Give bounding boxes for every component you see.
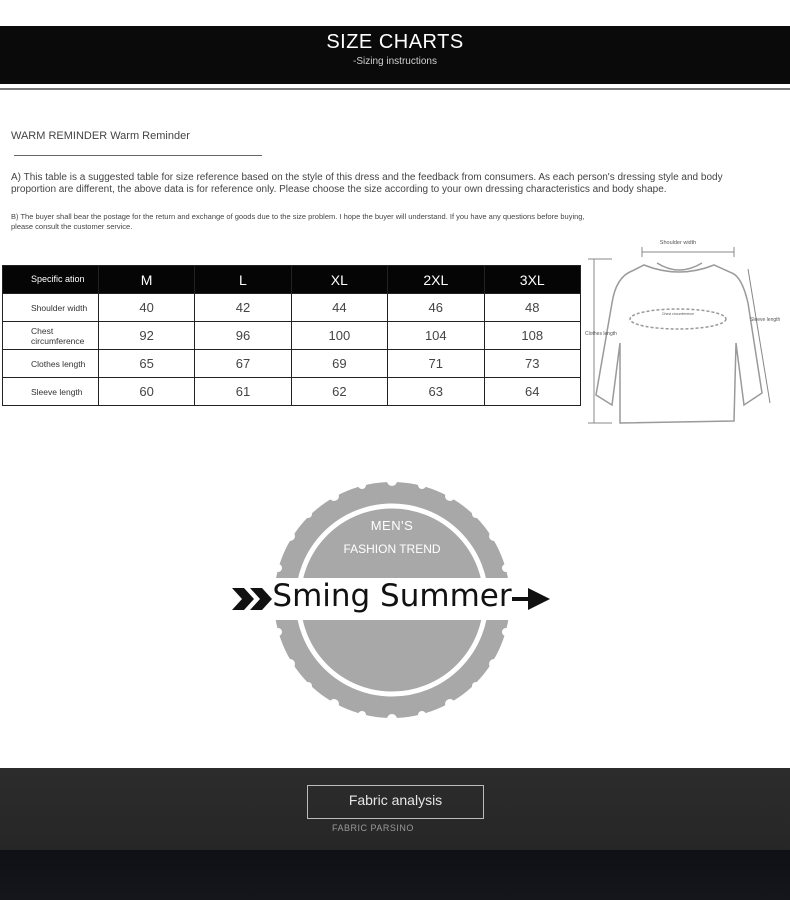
row-label: Chest circumference: [3, 322, 99, 350]
table-cell: 71: [388, 350, 484, 378]
fabric-analysis-section: [0, 768, 790, 900]
size-header: XL: [291, 266, 387, 294]
size-header: M: [98, 266, 194, 294]
table-cell: 65: [98, 350, 194, 378]
table-cell: 73: [484, 350, 580, 378]
table-cell: 62: [291, 378, 387, 406]
table-cell: 63: [388, 378, 484, 406]
size-charts-header: [0, 26, 790, 84]
page-title: SIZE CHARTS: [326, 31, 464, 53]
clothes-length-label: Clothes length: [585, 331, 617, 337]
garment-measurement-diagram: [582, 233, 781, 433]
badge-headline: Sming Summer: [272, 578, 512, 614]
size-header: 3XL: [484, 266, 580, 294]
table-row: [3, 322, 581, 350]
table-cell: 40: [98, 294, 194, 322]
reminder-paragraph-a: A) This table is a suggested table for size reference based on the style of this dress and the feedback from consumers. As each person's dressing style and body proportion are different, the above data is for reference only. Please choose the size according to your own dressing characteristics and body shape.: [11, 172, 723, 195]
shirt-outline-icon: [582, 233, 781, 433]
table-row: [3, 294, 581, 322]
badge-line-1: MEN'S: [370, 518, 414, 533]
header-divider: [0, 88, 790, 90]
specification-header: Specific ation: [3, 266, 99, 294]
shoulder-width-label: Shoulder width: [659, 240, 697, 246]
table-row: [3, 350, 581, 378]
mens-fashion-badge: [232, 478, 552, 723]
size-table: [2, 265, 581, 406]
row-label: Sleeve length: [3, 378, 99, 406]
table-cell: 61: [195, 378, 291, 406]
table-cell: 100: [291, 322, 387, 350]
table-row: [3, 378, 581, 406]
badge-line-2: FASHION TREND: [343, 542, 441, 556]
page-subtitle: -Sizing instructions: [353, 56, 437, 67]
fabric-analysis-title: Fabric analysis: [307, 785, 484, 819]
size-table-header-row: [3, 266, 581, 294]
dark-wood-strip: [0, 850, 790, 900]
sleeve-length-label: Sleeve length: [750, 317, 781, 323]
reminder-divider: [14, 155, 262, 156]
table-cell: 48: [484, 294, 580, 322]
size-header: 2XL: [388, 266, 484, 294]
table-cell: 46: [388, 294, 484, 322]
reminder-paragraph-b: B) The buyer shall bear the postage for the return and exchange of goods due to the size problem. I hope the buyer will understand. If you have any questions before buying, please consult the customer service.: [11, 212, 585, 231]
row-label: Clothes length: [3, 350, 99, 378]
row-label: Shoulder width: [3, 294, 99, 322]
table-cell: 42: [195, 294, 291, 322]
table-cell: 92: [98, 322, 194, 350]
table-cell: 44: [291, 294, 387, 322]
chest-label: Chest circumference: [661, 312, 695, 316]
size-header: L: [195, 266, 291, 294]
table-cell: 67: [195, 350, 291, 378]
table-cell: 60: [98, 378, 194, 406]
reminder-title: WARM REMINDER Warm Reminder: [11, 130, 190, 142]
table-cell: 104: [388, 322, 484, 350]
table-cell: 69: [291, 350, 387, 378]
table-cell: 108: [484, 322, 580, 350]
fabric-analysis-subtitle: FABRIC PARSINO: [332, 823, 414, 833]
table-cell: 64: [484, 378, 580, 406]
table-cell: 96: [195, 322, 291, 350]
